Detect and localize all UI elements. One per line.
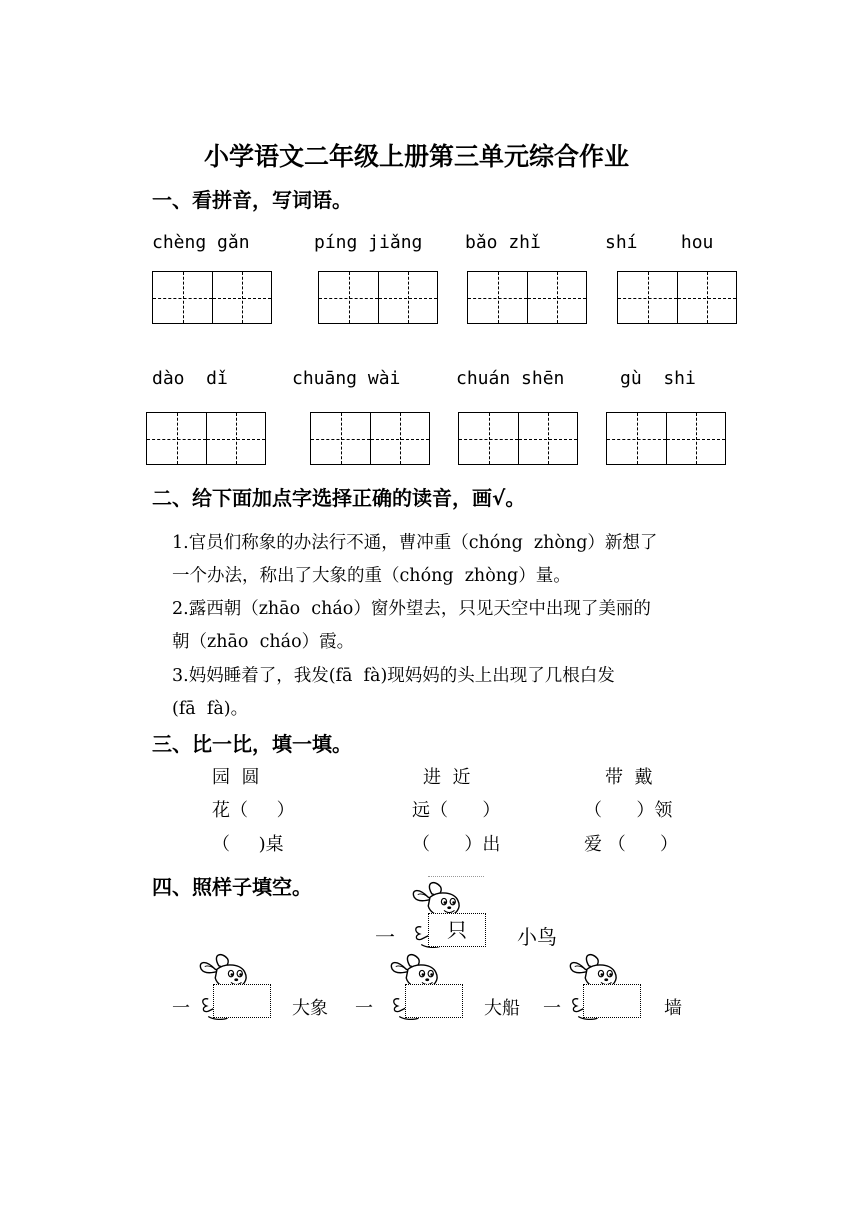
- fill-blank[interactable]: 花（ ）: [212, 800, 295, 821]
- char-pair: 园 圆: [212, 767, 260, 788]
- question-line: 2.露西朝（zhāo cháo）窗外望去，只见天空中出现了美丽的: [172, 599, 651, 619]
- question-line: 1.官员们称象的办法行不通，曹冲重（chóng zhòng）新想了: [172, 533, 658, 553]
- writing-grid[interactable]: [310, 412, 430, 465]
- pinyin-label: chuán shēn: [456, 368, 565, 389]
- pinyin-label: chuāng wài: [292, 368, 401, 389]
- section-2-heading: 二、给下面加点字选择正确的读音，画√。: [152, 486, 526, 510]
- char-pair: 带 戴: [605, 767, 653, 788]
- measure-word-box: [428, 913, 486, 947]
- pinyin-label: chèng gǎn: [152, 232, 250, 253]
- writing-grid[interactable]: [146, 412, 266, 465]
- pinyin-label: bǎo zhǐ: [465, 232, 541, 253]
- answer-box[interactable]: [213, 984, 271, 1018]
- writing-grid[interactable]: [467, 271, 587, 324]
- question-line: 朝（zhāo cháo）霞。: [172, 632, 355, 652]
- pinyin-label: píng jiǎng: [314, 232, 423, 253]
- char-pair: 进 近: [423, 767, 471, 788]
- item-prefix: 一: [543, 998, 561, 1019]
- answer-box[interactable]: [583, 984, 641, 1018]
- question-line: 3.妈妈睡着了，我发(fā fà)现妈妈的头上出现了几根白发: [172, 666, 615, 686]
- writing-grid[interactable]: [458, 412, 578, 465]
- item-noun: 大船: [484, 998, 520, 1019]
- answer-box[interactable]: [405, 984, 463, 1018]
- section-3-heading: 三、比一比，填一填。: [152, 732, 352, 756]
- fill-blank[interactable]: （ ）出: [412, 834, 501, 855]
- fill-blank[interactable]: 远（ ）: [412, 800, 501, 821]
- page-title: 小学语文二年级上册第三单元综合作业: [204, 142, 630, 171]
- pinyin-label: gù shi: [620, 368, 696, 389]
- fill-blank[interactable]: （ ）领: [584, 800, 673, 821]
- fill-blank[interactable]: 爱 （ ）: [584, 834, 679, 855]
- example-answer: 只: [447, 918, 467, 942]
- item-prefix: 一: [172, 998, 190, 1019]
- dotted-guide: [428, 876, 484, 877]
- section-4-heading: 四、照样子填空。: [152, 875, 312, 899]
- question-line: 一个办法，称出了大象的重（chóng zhòng）量。: [172, 566, 571, 586]
- pinyin-label: shí hou: [605, 232, 714, 253]
- pinyin-label: dào dǐ: [152, 368, 228, 389]
- question-line: (fā fà)。: [172, 699, 249, 719]
- writing-grid[interactable]: [318, 271, 438, 324]
- fill-blank[interactable]: （ )桌: [212, 834, 284, 855]
- writing-grid[interactable]: [152, 271, 272, 324]
- writing-grid[interactable]: [606, 412, 726, 465]
- item-noun: 大象: [292, 998, 328, 1019]
- section-1-heading: 一、看拼音，写词语。: [152, 188, 352, 212]
- item-noun: 墙: [664, 998, 682, 1019]
- example-noun: 小鸟: [517, 925, 557, 949]
- item-prefix: 一: [355, 998, 373, 1019]
- example-prefix: 一: [375, 925, 395, 949]
- writing-grid[interactable]: [617, 271, 737, 324]
